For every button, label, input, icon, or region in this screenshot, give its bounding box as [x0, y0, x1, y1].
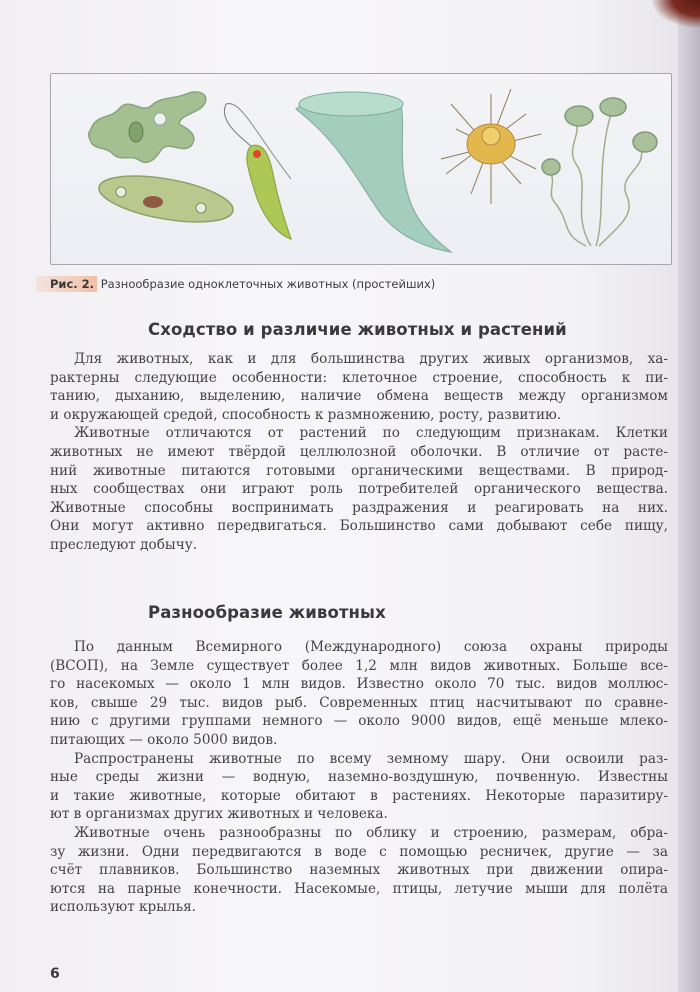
text-line: преследуют добычу.	[50, 536, 198, 553]
text-line: ют в организмах других животных и человека.	[50, 806, 388, 823]
text-line: используют крылья.	[50, 899, 196, 916]
figure-caption	[50, 277, 435, 291]
text-line: ков, свыше 29 тыс. видов рыб. Современных птиц насчитывают по сравне-	[50, 694, 668, 711]
text-line: зу жизни. Одни передвигаются в воде с помощью ресничек, другие — за	[50, 843, 668, 860]
figure-protozoa	[50, 73, 672, 265]
radiolarian-image	[441, 89, 541, 204]
page-number: 6	[50, 966, 60, 982]
section-title-diversity: Разнообразие животных	[148, 603, 386, 622]
text-line: ний животные питаются готовыми органическими веществами. В природ-	[50, 462, 668, 479]
text-line: и окружающей средой, способность к размножению, росту, развитию.	[50, 406, 562, 423]
vorticella-image	[542, 98, 657, 246]
text-line: По данным Всемирного (Международного) союза охраны природы	[74, 639, 668, 655]
text-line: Животные отличаются от растений по следующим признакам. Клетки	[74, 425, 668, 442]
paramecium-image	[96, 167, 237, 230]
text-line: Они могут активно передвигаться. Большинство сами добывают себе пищу,	[50, 518, 668, 535]
text-line: Животные очень разнообразны по облику и строению, размерам, обра-	[74, 824, 668, 841]
text-line: ются на парные конечности. Насекомые, птицы, летучие мыши для полёта	[50, 880, 668, 897]
section2-body	[50, 638, 668, 917]
text-line: ные среды жизни — водную, наземно-воздушную, почвенную. Известны	[50, 769, 668, 786]
text-line: рактерны следующие особенности: клеточное строение, способность к пи-	[50, 369, 668, 386]
figure-caption-text: Разнообразие одноклеточных животных (простейших)	[100, 277, 436, 291]
book-gutter-edge	[678, 0, 700, 992]
text-line: счёт плавников. Большинство наземных животных при движении опира-	[50, 862, 668, 879]
text-line: животных не имеют твёрдой целлюлозной оболочки. В отличие от расте-	[50, 443, 668, 460]
section-title-similarity: Сходство и различие животных и растений	[148, 320, 567, 339]
text-line: питающих — около 5000 видов.	[50, 731, 278, 748]
figure-label: Рис. 2.	[36, 276, 97, 292]
euglena-image	[224, 104, 291, 239]
text-line: Для животных, как и для большинства других живых организмов, ха-	[74, 351, 668, 367]
text-line: ных сообществах они играют роль потребителей органического вещества.	[50, 481, 668, 498]
text-line: танию, дыханию, выделению, наличие обмена веществ между организмом	[50, 388, 668, 405]
text-line: (ВСОП), на Земле существует более 1,2 млн видов животных. Больше все-	[50, 657, 668, 674]
text-line: и такие животные, которые обитают в растениях. Некоторые паразитиру-	[50, 787, 668, 804]
text-line: Животные способны воспринимать раздражения и реагировать на них.	[50, 499, 668, 516]
protozoa-illustration	[51, 74, 671, 264]
text-line: го насекомых — около 1 млн видов. Известно около 70 тыс. видов моллюс-	[50, 676, 668, 693]
stentor-image	[296, 92, 451, 252]
book-cover-corner	[652, 0, 700, 28]
text-line: нию с другими группами немного — около 9000 видов, ещё меньше млеко-	[50, 713, 668, 730]
text-line: Распространены животные по всему земному шару. Они освоили раз-	[74, 750, 668, 767]
section1-body	[50, 350, 668, 555]
amoeba-image	[89, 92, 206, 162]
